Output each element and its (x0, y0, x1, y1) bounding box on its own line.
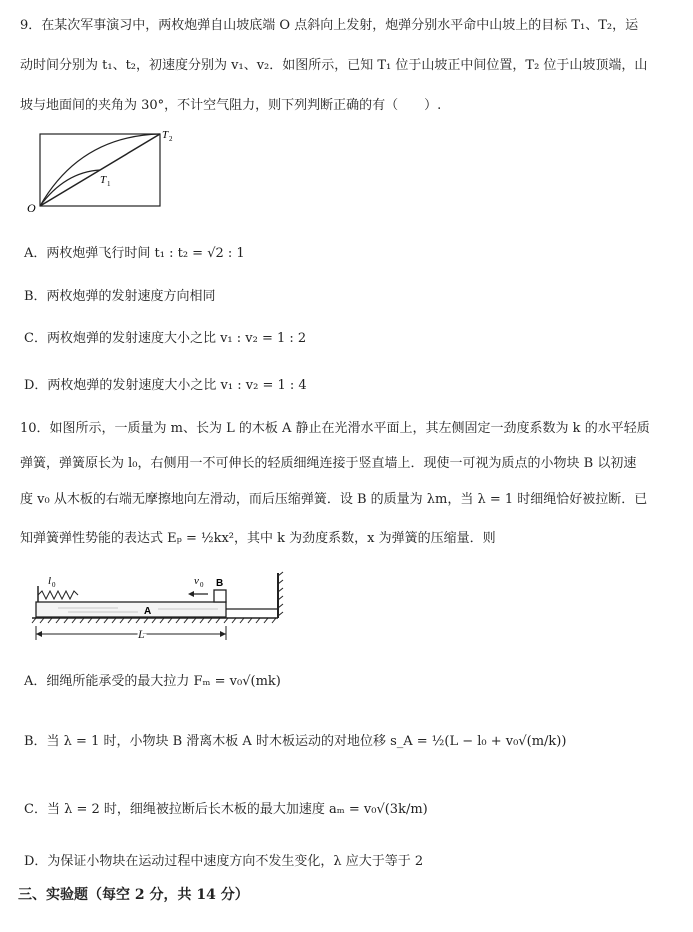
q10-option-a: A．细绳所能承受的最大拉力 Fₘ = v₀√(mk) (24, 674, 281, 689)
label-o: O (27, 201, 36, 215)
length-arrow-left (36, 631, 42, 637)
spring (38, 591, 78, 599)
label-v0: v (194, 575, 199, 587)
q10-option-b: B．当 λ = 1 时，小物块 B 滑离木板 A 时木板运动的对地位移 s_A = ½(L − l₀ + v₀√(m/k)) (24, 734, 567, 749)
q9-option-c: C．两枚炮弹的发射速度大小之比 v₁ : v₂ = 1 : 2 (24, 331, 307, 346)
q10-board-figure (28, 568, 298, 648)
board-a (36, 602, 226, 617)
label-t2: T (162, 129, 169, 141)
label-l: L (138, 627, 145, 641)
label-t1: T (100, 174, 107, 186)
q9-option-d: D．两枚炮弹的发射速度大小之比 v₁ : v₂ = 1 : 4 (24, 378, 307, 393)
label-a: A (144, 606, 152, 617)
q10-stem-line-1: 10．如图所示，一质量为 m、长为 L 的木板 A 静止在光滑水平面上，其左侧固定一劲度系数为 k 的水平轻质 (20, 421, 650, 436)
label-t1-sub: 1 (107, 180, 111, 188)
q10-stem-line-4: 知弹簧弹性势能的表达式 Eₚ = ½kx²，其中 k 为劲度系数，x 为弹簧的压缩量．则 (20, 531, 496, 546)
velocity-arrowhead (188, 591, 194, 597)
q10-stem-line-3: 度 v₀ 从木板的右端无摩擦地向左滑动，而后压缩弹簧．设 B 的质量为 λm，当 λ = 1 时细绳恰好被拉断．已 (20, 492, 648, 507)
label-l0-sub: 0 (52, 581, 56, 589)
q10-option-c: C．当 λ = 2 时，细绳被拉断后长木板的最大加速度 aₘ = v₀√(3k/m) (24, 802, 428, 817)
q9-stem-line-2: 动时间分别为 t₁、t₂，初速度分别为 v₁、v₂．如图所示，已知 T₁ 位于山坡正中间位置，T₂ 位于山坡顶端，山 (20, 58, 648, 73)
q10-stem-line-2: 弹簧，弹簧原长为 l₀，右侧用一不可伸长的轻质细绳连接于竖直墙上．现使一可视为质点的小物块 B 以初速 (20, 456, 637, 471)
q9-option-b: B．两枚炮弹的发射速度方向相同 (24, 289, 216, 304)
section-heading: 三、实验题（每空 2 分，共 14 分） (18, 887, 249, 903)
label-t2-sub: 2 (169, 135, 173, 143)
q9-stem-line-3: 坡与地面间的夹角为 30°，不计空气阻力，则下列判断正确的有（ ）. (20, 98, 442, 113)
q10-option-d: D．为保证小物块在运动过程中速度方向不发生变化，λ 应大于等于 2 (24, 854, 424, 869)
q9-stem-line-1: 9．在某次军事演习中，两枚炮弹自山坡底端 O 点斜向上发射，炮弹分别水平命中山坡上的目标 T₁、T₂，运 (20, 18, 639, 33)
label-v0-sub: 0 (200, 581, 204, 589)
q9-option-a: A．两枚炮弹飞行时间 t₁ : t₂ = √2 : 1 (24, 246, 245, 261)
length-arrow-right (220, 631, 226, 637)
block-b (214, 590, 226, 602)
q9-slope-figure (25, 120, 225, 220)
label-b: B (216, 578, 224, 589)
label-l0: l (48, 575, 52, 587)
